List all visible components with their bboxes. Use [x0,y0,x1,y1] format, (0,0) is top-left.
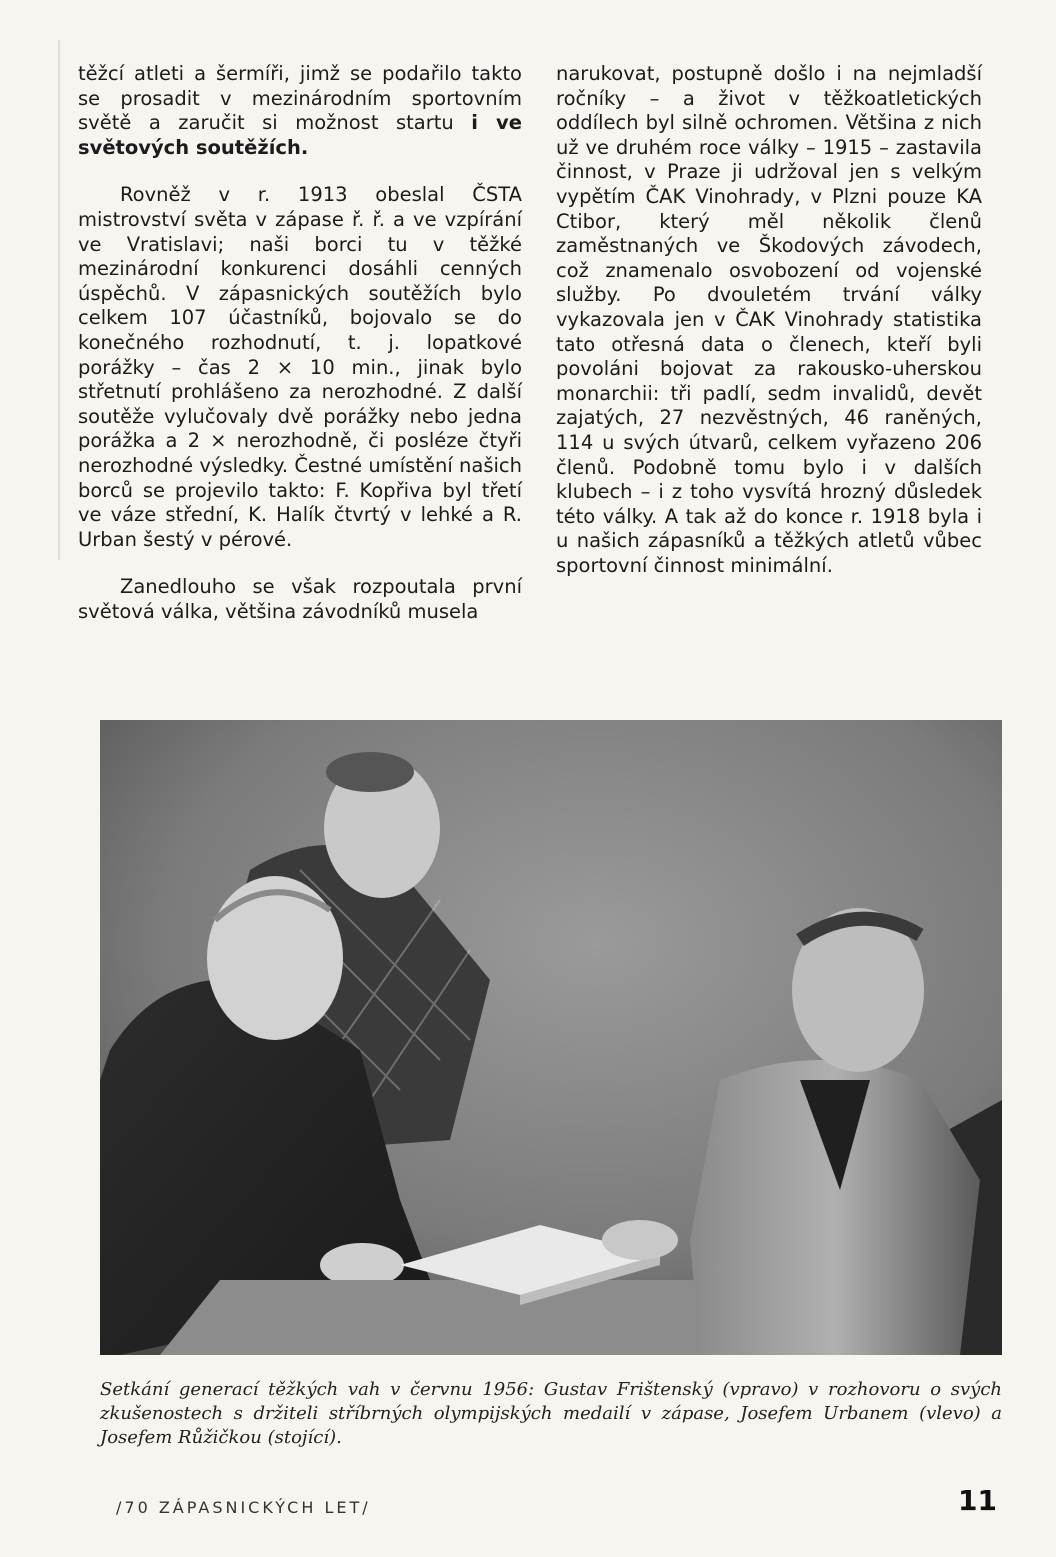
photo-illustration [100,720,1002,1355]
paragraph: Zanedlouho se však rozpoutala první světová válka, většina závodníků musela [78,575,522,623]
running-footer: /70 ZÁPASNICKÝCH LET/ [116,1498,371,1517]
paragraph: Rovněž v r. 1913 obeslal ČSTA mistrovství světa v zápase ř. ř. a ve vzpírání ve Vratislavi; naši borci tu v těžké mezinárodní konkurenci dosáhli cenných úspěchů. V zápasnických soutěžích bylo celkem 107 účastníků, bojovalo se do konečného rozhodnutí, t. j. lopatkové porážky – čas 2 × 10 min., jinak bylo střetnutí prohlášeno za nerozhodné. Z další soutěže vylučovaly dvě porážky nebo jedna porážka a 2 × nerozhodně, či posléze čtyři nerozhodné výsledky. Čestné umístění našich borců se projevilo takto: F. Kopřiva byl třetí ve váze střední, K. Halík čtvrtý v lehké a R. Urban šestý v pérové. [78,183,522,551]
page-edge [58,40,61,560]
photograph [100,720,1002,1355]
text-column-left [78,62,522,624]
page-number: 11 [958,1484,997,1517]
paragraph-text: těžcí atleti a šermíři, jimž se podařilo takto se prosadit v mezinárodním sportovním světě a zaručit si možnost startu [78,62,522,135]
paragraph: narukovat, postupně došlo i na nejmladší ročníky – a život v těžkoatletických oddílech byl silně ochromen. Většina z nich už ve druhém roce války – 1915 – zastavila činnost, v Praze ji udržoval jen s velkým vypětím ČAK Vinohrady, v Plzni pouze KA Ctibor, který měl několik členů zaměstnaných ve Škodových závodech, což znamenalo osvobození od vojenské služby. Po dvouletém trvání války vykazovala jen v ČAK Vinohrady statistika tato otřesná data o členech, kteří byli povoláni bojovat za rakousko-uherskou monarchii: tři padlí, sedm invalidů, devět zajatých, 27 nezvěstných, 46 raněných, 114 u svých útvarů, celkem vyřazeno 206 členů. Podobně tomu bylo i v dalších klubech – i z toho vysvítá hrozný důsledek této války. A tak až do konce r. 1918 byla i u našich zápasníků a těžkých atletů vůbec sportovní činnost minimální. [556,62,982,577]
emphasis-text: i ve světových soutěžích. [78,111,522,159]
photo-caption: Setkání generací těžkých vah v červnu 1956: Gustav Frištenský (vpravo) v rozhovoru o svých zkušenostech s držiteli stříbrných olympijských medailí v zápase, Josefem Urbanem (vlevo) a Josefem Růžičkou (stojící). [100,1379,1002,1448]
text-column-right [556,62,982,578]
paragraph [78,62,522,160]
